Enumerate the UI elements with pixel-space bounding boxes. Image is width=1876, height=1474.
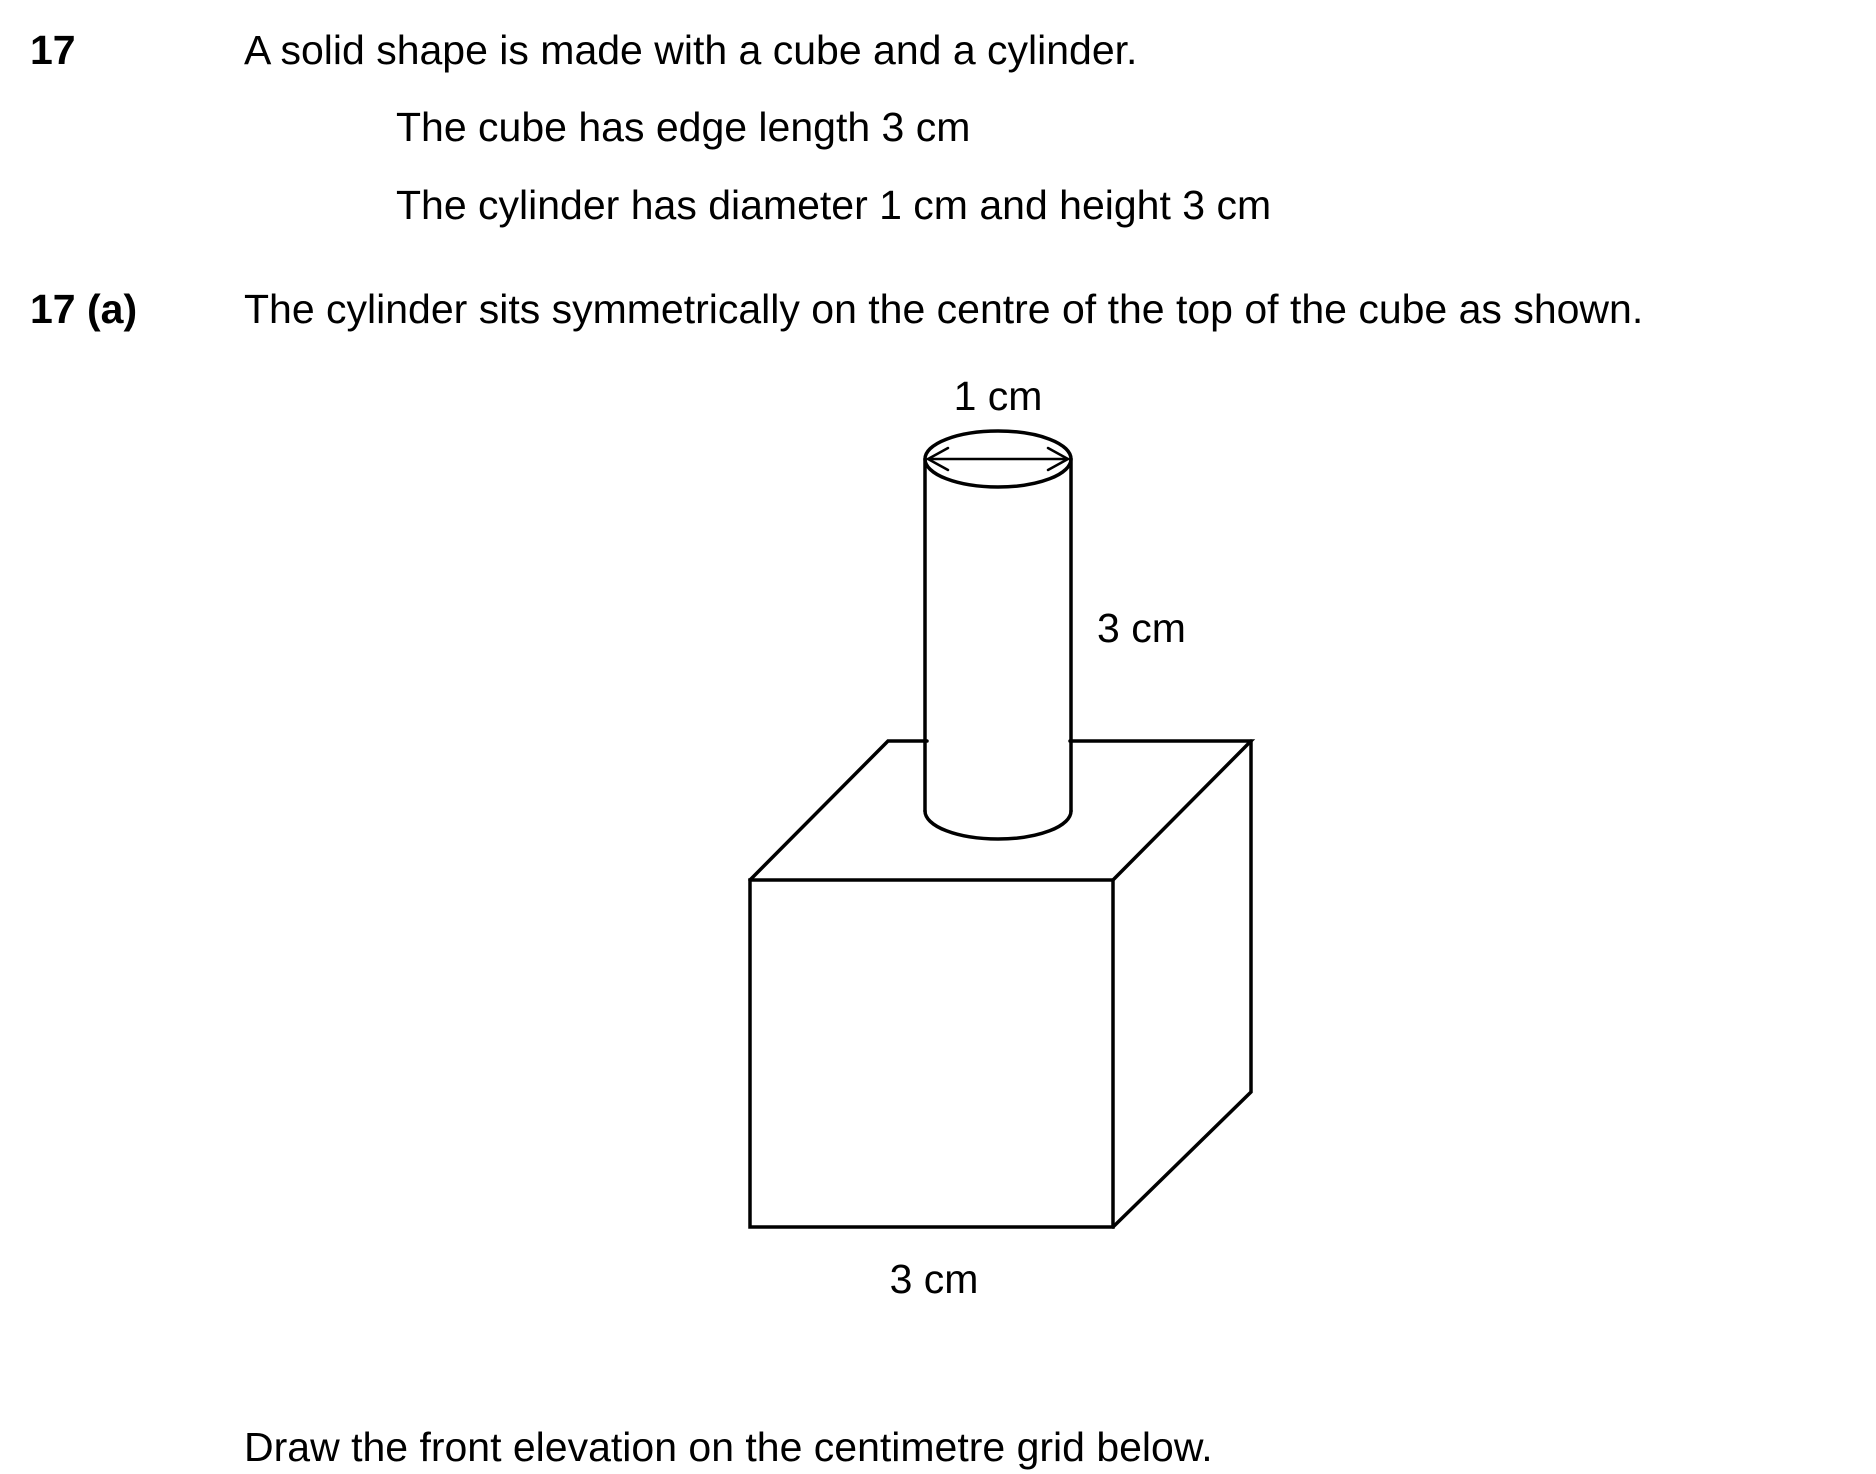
part-a-text: The cylinder sits symmetrically on the centre of the top of the cube as shown. (244, 286, 1644, 332)
cylinder-fact: The cylinder has diameter 1 cm and height 3 cm (396, 182, 1272, 228)
part-a-instruction: Draw the front elevation on the centimetre grid below. (244, 1424, 1213, 1470)
question-number: 17 (30, 27, 76, 73)
cylinder-diameter-label: 1 cm (953, 373, 1043, 419)
diameter-arrow (928, 448, 1068, 470)
cylinder-height-label: 3 cm (1097, 605, 1186, 651)
cube-front-face (750, 880, 1113, 1227)
question-intro: A solid shape is made with a cube and a cylinder. (244, 27, 1138, 73)
cube-right-face (1113, 741, 1251, 1227)
cylinder-base-arc (925, 811, 1071, 839)
part-a-label: 17 (a) (30, 286, 138, 332)
cube-top-edge-right (1070, 741, 1251, 880)
cube-edge-label: 3 cm (889, 1256, 979, 1302)
cube-fact: The cube has edge length 3 cm (396, 104, 971, 150)
cube-top-edge-left (750, 741, 927, 880)
